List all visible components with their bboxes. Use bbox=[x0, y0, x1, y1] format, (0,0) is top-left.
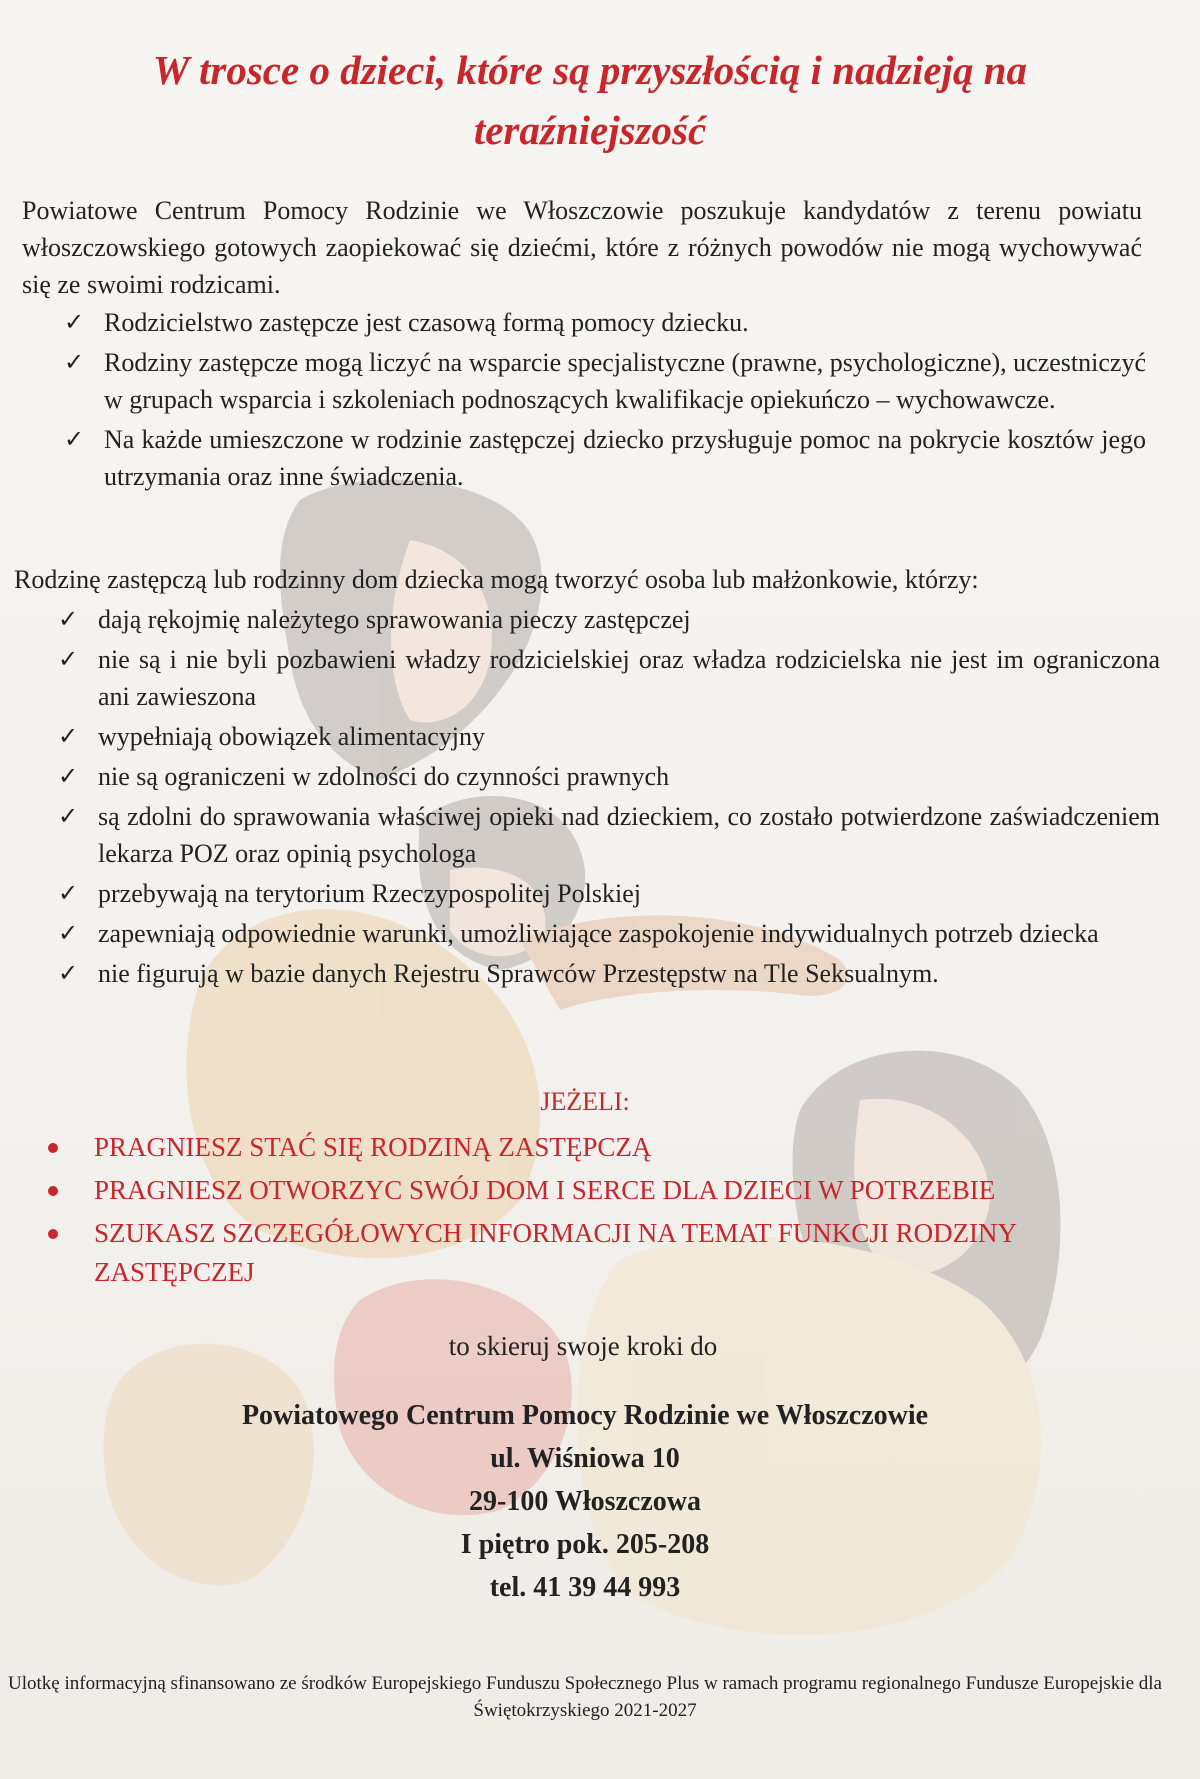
list-item: ✓ Rodzicielstwo zastępcze jest czasową formą pomocy dziecku. bbox=[56, 304, 1146, 341]
direction-text: to skieruj swoje kroki do bbox=[448, 1331, 718, 1361]
bullet-icon bbox=[48, 1229, 58, 1239]
office-name: Powiatowego Centrum Pomocy Rodzinie we Włoszczowie bbox=[241, 1400, 929, 1431]
checkmark-icon: ✓ bbox=[58, 802, 79, 830]
list-item: ✓ dają rękojmię należytego sprawowania pieczy zastępczej bbox=[50, 601, 1160, 638]
checkmark-icon: ✓ bbox=[58, 645, 79, 673]
intro-paragraph: Powiatowe Centrum Pomocy Rodzinie we Włoszczowie poszukuje kandydatów z terenu powiatu włoszczowskiego gotowych zaopiekować się dziećmi, które z różnych powodów nie mogą wychowywać się ze swoimi rodzicami. bbox=[22, 196, 1142, 299]
phone-number: tel. 41 39 44 993 bbox=[489, 1572, 681, 1603]
requirements-lead: Rodzinę zastępczą lub rodzinny dom dziecka mogą tworzyć osoba lub małżonkowie, którzy: bbox=[14, 565, 979, 594]
checkmark-icon: ✓ bbox=[58, 879, 79, 907]
checkmark-icon: ✓ bbox=[64, 348, 85, 376]
street-address: ul. Wiśniowa 10 bbox=[490, 1443, 680, 1474]
checkmark-icon: ✓ bbox=[64, 308, 85, 336]
requirements-list bbox=[50, 601, 1160, 995]
funding-footer: Ulotkę informacyjną sfinansowano ze środków Europejskiego Funduszu Społecznego Plus w ramach programu regionalnego Fundusze Europejskie dla Świętokrzyskiego 2021-2027 bbox=[8, 1673, 1162, 1721]
list-item: ✓ nie figurują w bazie danych Rejestru Sprawców Przestępstw na Tle Seksualnym. bbox=[50, 955, 1160, 992]
if-heading: JEŻELI: bbox=[540, 1087, 630, 1116]
contact-address bbox=[0, 1394, 1170, 1609]
checkmark-icon: ✓ bbox=[58, 919, 79, 947]
bullet-icon bbox=[48, 1143, 58, 1153]
list-item: ✓ nie są ograniczeni w zdolności do czynności prawnych bbox=[50, 758, 1160, 795]
postal-city: 29-100 Włoszczowa bbox=[469, 1486, 701, 1517]
list-item: PRAGNIESZ OTWORZYC SWÓJ DOM I SERCE DLA DZIECI W POTRZEBIE bbox=[46, 1171, 1176, 1210]
list-item: SZUKASZ SZCZEGÓŁOWYCH INFORMACJI NA TEMAT FUNKCJI RODZINY ZASTĘPCZEJ bbox=[46, 1214, 1176, 1292]
call-to-action-list bbox=[46, 1128, 1176, 1296]
page-title: W trosce o dzieci, które są przyszłością i nadzieją na teraźniejszość bbox=[153, 47, 1027, 153]
checkmark-icon: ✓ bbox=[58, 959, 79, 987]
list-item: ✓ nie są i nie byli pozbawieni władzy rodzicielskiej oraz władza rodzicielska nie jest im ograniczona ani zawieszona bbox=[50, 641, 1160, 715]
list-item: ✓ przebywają na terytorium Rzeczypospolitej Polskiej bbox=[50, 875, 1160, 912]
foster-info-list bbox=[56, 304, 1146, 498]
list-item: ✓ Rodziny zastępcze mogą liczyć na wsparcie specjalistyczne (prawne, psychologiczne), uczestniczyć w grupach wsparcia i szkoleniach podnoszących kwalifikacje opiekuńczo – wychowawcze. bbox=[56, 344, 1146, 418]
list-item: ✓ Na każde umieszczone w rodzinie zastępczej dziecko przysługuje pomoc na pokrycie kosztów jego utrzymania oraz inne świadczenia. bbox=[56, 421, 1146, 495]
list-item: ✓ wypełniają obowiązek alimentacyjny bbox=[50, 718, 1160, 755]
bullet-icon bbox=[48, 1186, 58, 1196]
checkmark-icon: ✓ bbox=[64, 425, 85, 453]
list-item: ✓ są zdolni do sprawowania właściwej opieki nad dzieckiem, co zostało potwierdzone zaświadczeniem lekarza POZ oraz opinią psychologa bbox=[50, 798, 1160, 872]
checkmark-icon: ✓ bbox=[58, 722, 79, 750]
checkmark-icon: ✓ bbox=[58, 605, 79, 633]
list-item: PRAGNIESZ STAĆ SIĘ RODZINĄ ZASTĘPCZĄ bbox=[46, 1128, 1176, 1167]
room-info: I piętro pok. 205-208 bbox=[460, 1529, 710, 1560]
checkmark-icon: ✓ bbox=[58, 762, 79, 790]
list-item: ✓ zapewniają odpowiednie warunki, umożliwiające zaspokojenie indywidualnych potrzeb dziecka bbox=[50, 915, 1160, 952]
